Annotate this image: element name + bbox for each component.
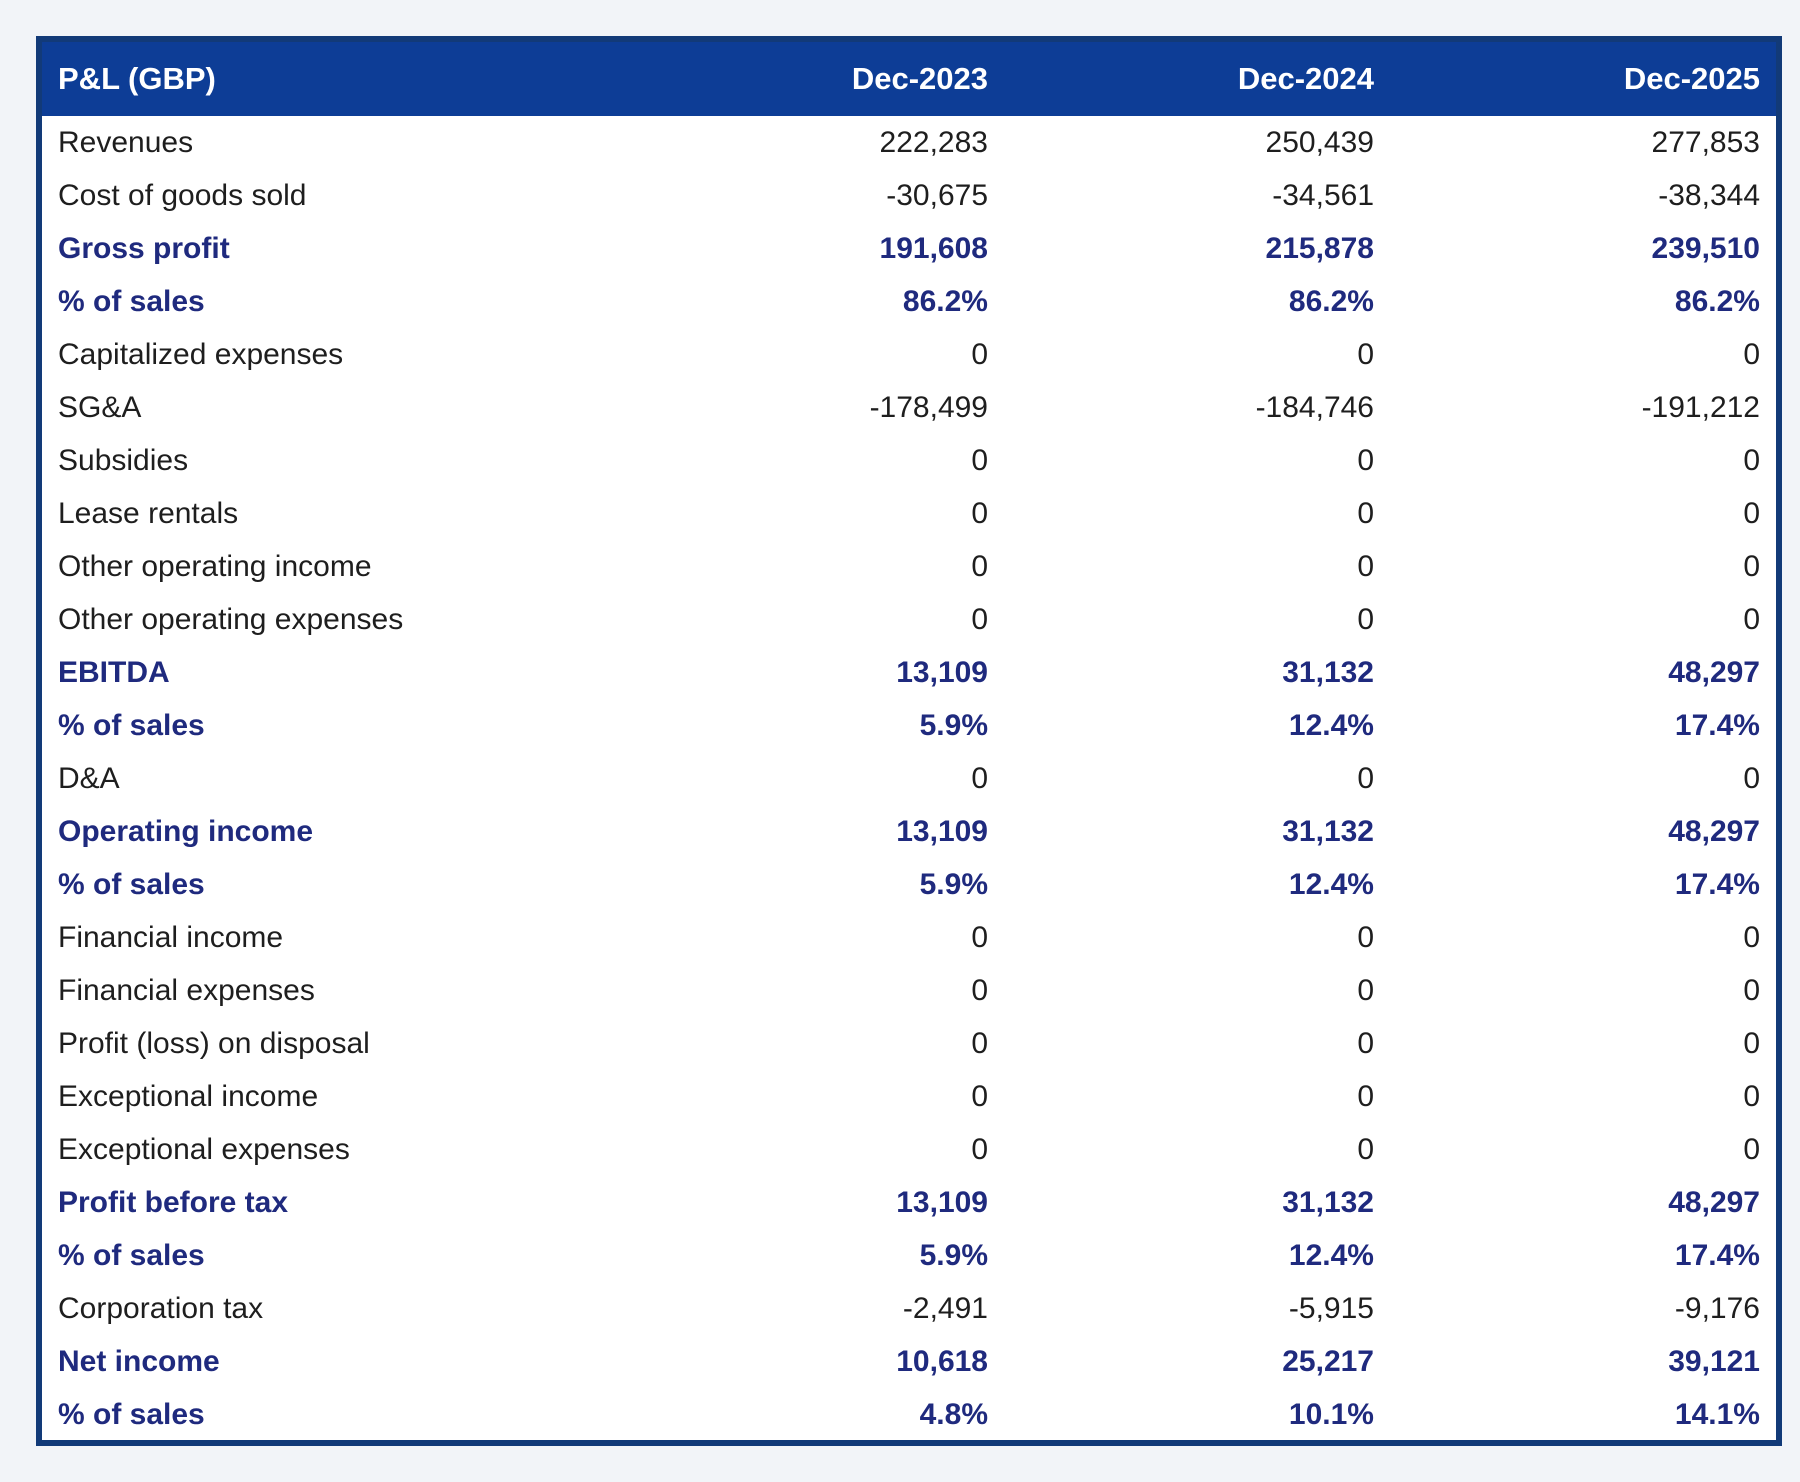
table-row (42, 381, 1776, 434)
row-value: 17.4% (1674, 1238, 1760, 1272)
row-value: 12.4% (1288, 1238, 1374, 1272)
table-row (42, 275, 1776, 328)
row-value: 0 (1357, 1132, 1374, 1166)
pnl-table-frame (36, 36, 1782, 1446)
row-label: Operating income (58, 814, 314, 848)
row-value: 239,510 (1651, 231, 1760, 265)
row-label: % of sales (58, 867, 205, 901)
row-value: 5.9% (919, 867, 988, 901)
table-row (42, 964, 1776, 1017)
row-value: 14.1% (1674, 1397, 1760, 1431)
table-row (42, 1282, 1776, 1335)
row-value: 31,132 (1282, 1185, 1374, 1219)
row-value: 0 (971, 1079, 988, 1113)
table-row (42, 116, 1776, 169)
row-value: 0 (1743, 496, 1760, 530)
row-label: D&A (58, 761, 120, 795)
row-value: -34,561 (1272, 178, 1374, 212)
row-label: EBITDA (58, 655, 170, 689)
table-row (42, 487, 1776, 540)
row-value: 10,618 (896, 1344, 988, 1378)
table-row (42, 805, 1776, 858)
row-label: Exceptional expenses (58, 1132, 350, 1166)
row-value: 0 (1357, 496, 1374, 530)
table-row (42, 1176, 1776, 1229)
row-value: 31,132 (1282, 655, 1374, 689)
row-label: Profit before tax (58, 1185, 289, 1219)
table-row (42, 752, 1776, 805)
row-value: 0 (971, 602, 988, 636)
row-value: 215,878 (1265, 231, 1374, 265)
row-value: 48,297 (1668, 814, 1760, 848)
table-row (42, 169, 1776, 222)
row-value: 10.1% (1288, 1397, 1374, 1431)
row-label: Other operating income (58, 549, 372, 583)
row-value: 0 (971, 496, 988, 530)
table-row (42, 1017, 1776, 1070)
row-value: -5,915 (1288, 1291, 1374, 1325)
row-label: % of sales (58, 708, 205, 742)
row-value: -191,212 (1641, 390, 1760, 424)
row-value: 0 (971, 973, 988, 1007)
table-row (42, 222, 1776, 275)
row-value: 0 (1743, 549, 1760, 583)
table-row (42, 858, 1776, 911)
table-row (42, 911, 1776, 964)
row-value: -30,675 (886, 178, 988, 212)
column-header-dec-2024: Dec-2024 (1004, 42, 1390, 116)
row-value: 0 (971, 1132, 988, 1166)
row-label: Financial expenses (58, 973, 315, 1007)
row-label: Capitalized expenses (58, 337, 344, 371)
pnl-table (42, 42, 1776, 1441)
row-value: 12.4% (1288, 708, 1374, 742)
table-row (42, 1388, 1776, 1441)
table-row (42, 1229, 1776, 1282)
row-value: 0 (971, 761, 988, 795)
row-label: % of sales (58, 1397, 205, 1431)
table-row (42, 1335, 1776, 1388)
row-value: 5.9% (919, 708, 988, 742)
row-value: 86.2% (1288, 284, 1374, 318)
row-value: 0 (971, 337, 988, 371)
row-label: SG&A (58, 390, 142, 424)
table-row (42, 1070, 1776, 1123)
row-value: 0 (1357, 973, 1374, 1007)
row-label: Subsidies (58, 443, 189, 477)
table-row (42, 1123, 1776, 1176)
row-label: Profit (loss) on disposal (58, 1026, 370, 1060)
row-value: 0 (1743, 920, 1760, 954)
row-value: -9,176 (1674, 1291, 1760, 1325)
row-label: % of sales (58, 1238, 205, 1272)
row-value: -178,499 (869, 390, 988, 424)
row-value: 0 (1743, 1026, 1760, 1060)
row-value: 0 (971, 920, 988, 954)
row-value: 0 (1357, 920, 1374, 954)
row-value: 0 (1357, 443, 1374, 477)
table-row (42, 328, 1776, 381)
row-value: 17.4% (1674, 867, 1760, 901)
table-row (42, 434, 1776, 487)
row-value: 0 (1357, 602, 1374, 636)
column-header-dec-2023: Dec-2023 (618, 42, 1004, 116)
table-row (42, 593, 1776, 646)
row-value: 191,608 (879, 231, 988, 265)
row-value: 0 (1743, 443, 1760, 477)
row-value: 17.4% (1674, 708, 1760, 742)
row-value: 86.2% (1674, 284, 1760, 318)
row-value: 222,283 (879, 125, 988, 159)
row-value: 0 (1357, 337, 1374, 371)
row-label: Financial income (58, 920, 284, 954)
row-value: 0 (1357, 549, 1374, 583)
row-value: 48,297 (1668, 655, 1760, 689)
row-value: 0 (1743, 973, 1760, 1007)
row-value: 86.2% (902, 284, 988, 318)
row-label: Revenues (58, 125, 194, 159)
row-value: 0 (1357, 1026, 1374, 1060)
row-label: % of sales (58, 284, 205, 318)
row-value: 0 (1743, 1079, 1760, 1113)
pnl-table-header (42, 42, 1776, 116)
row-value: 13,109 (896, 1185, 988, 1219)
row-value: -2,491 (902, 1291, 988, 1325)
row-value: -184,746 (1255, 390, 1374, 424)
row-value: 4.8% (919, 1397, 988, 1431)
row-value: 0 (1743, 761, 1760, 795)
row-value: 5.9% (919, 1238, 988, 1272)
row-value: 0 (971, 443, 988, 477)
row-value: 0 (1357, 1079, 1374, 1113)
table-row (42, 540, 1776, 593)
header-row (42, 42, 1776, 116)
row-value: 0 (1743, 1132, 1760, 1166)
row-label: Lease rentals (58, 496, 239, 530)
table-row (42, 646, 1776, 699)
column-header-dec-2025: Dec-2025 (1390, 42, 1776, 116)
row-value: 0 (1357, 761, 1374, 795)
row-label: Exceptional income (58, 1079, 319, 1113)
row-label: Corporation tax (58, 1291, 264, 1325)
row-value: 13,109 (896, 655, 988, 689)
row-value: 0 (1743, 337, 1760, 371)
row-value: -38,344 (1658, 178, 1760, 212)
row-value: 13,109 (896, 814, 988, 848)
row-value: 277,853 (1651, 125, 1760, 159)
pnl-table-body (42, 116, 1776, 1441)
table-title: P&L (GBP) (42, 42, 618, 116)
row-value: 250,439 (1265, 125, 1374, 159)
row-value: 0 (1743, 602, 1760, 636)
row-value: 0 (971, 549, 988, 583)
row-label: Other operating expenses (58, 602, 404, 636)
row-label: Gross profit (58, 231, 230, 265)
row-value: 0 (971, 1026, 988, 1060)
row-value: 39,121 (1668, 1344, 1760, 1378)
row-value: 25,217 (1282, 1344, 1374, 1378)
row-label: Cost of goods sold (58, 178, 307, 212)
row-value: 31,132 (1282, 814, 1374, 848)
row-value: 12.4% (1288, 867, 1374, 901)
row-label: Net income (58, 1344, 220, 1378)
row-value: 48,297 (1668, 1185, 1760, 1219)
table-row (42, 699, 1776, 752)
